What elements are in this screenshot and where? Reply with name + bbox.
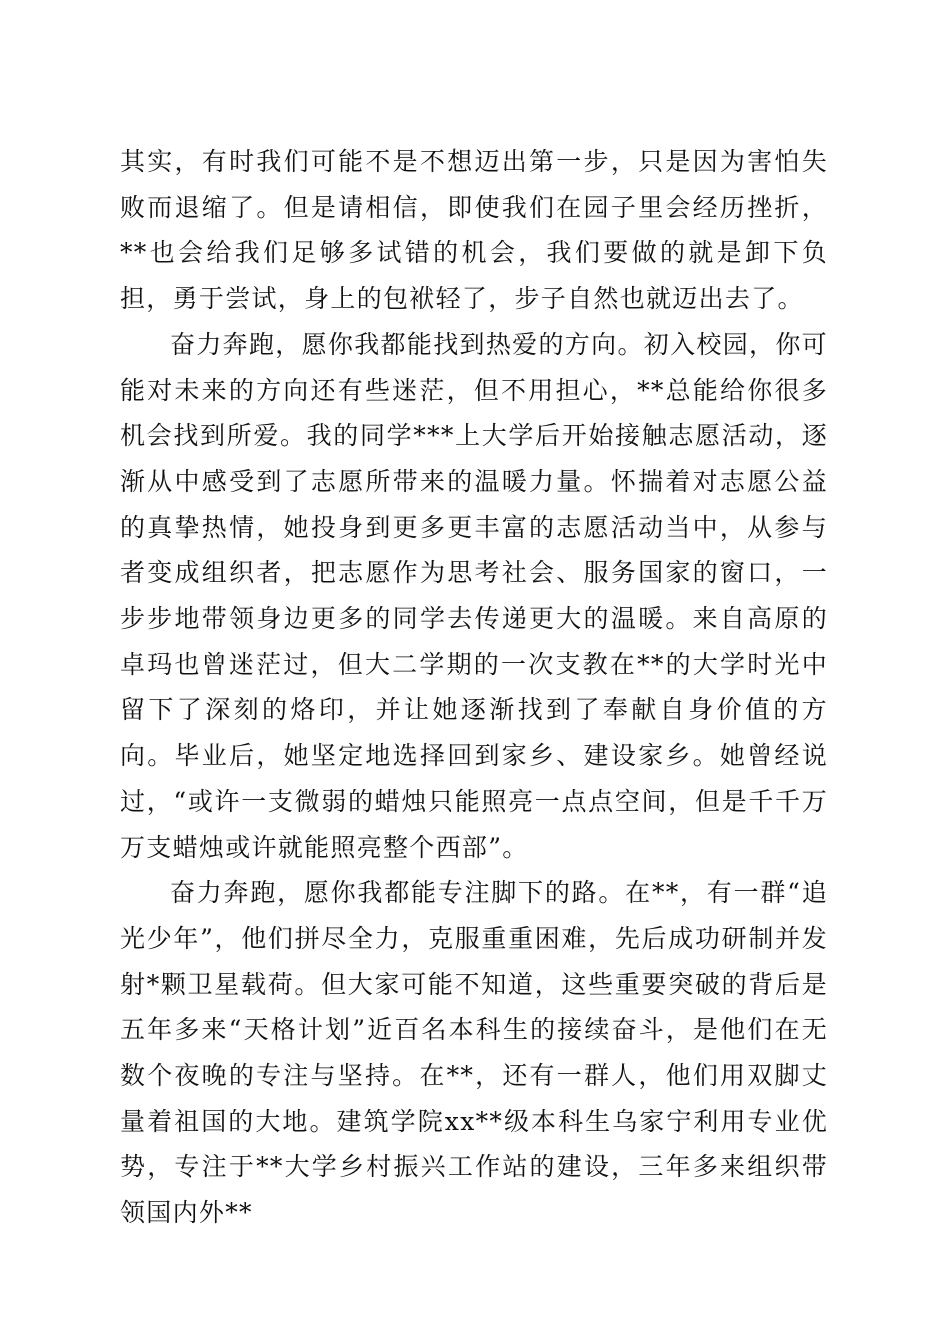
paragraph-focus-path: 奋力奔跑，愿你我都能专注脚下的路。在**，有一群“追光少年”，他们拼尽全力，克服重重困难，先后成功研制并发射*颗卫星载荷。但大家可能不知道，这些重要突破的背后是五年多来“天格计划”近百名本科生的接续奋斗，是他们在无数个夜晚的专注与坚持。在**，还有一群人，他们用双脚丈量着祖国的大地。建筑学院xx**级本科生乌家宁利用专业优势，专注于**大学乡村振兴工作站的建设，三年多来组织带领国内外** — [120, 878, 828, 1228]
document-body — [120, 139, 828, 1236]
paragraph-find-passion: 奋力奔跑，愿你我都能找到热爱的方向。初入校园，你可能对未来的方向还有些迷茫，但不用担心，**总能给你很多机会找到所爱。我的同学***上大学后开始接触志愿活动，逐渐从中感受到了志愿所带来的温暖力量。怀揣着对志愿公益的真挚热情，她投身到更多更丰富的志愿活动当中，从参与者变成组织者，把志愿作为思考社会、服务国家的窗口，一步步地带领身边更多的同学去传递更大的温暖。来自高原的卓玛也曾迷茫过，但大二学期的一次支教在**的大学时光中留下了深刻的烙印，并让她逐渐找到了奉献自身价值的方向。毕业后，她坚定地选择回到家乡、建设家乡。她曾经说过，“或许一支微弱的蜡烛只能照亮一点点空间，但是千千万万支蜡烛或许就能照亮整个西部”。 — [120, 329, 828, 862]
paragraph-continuation: 其实，有时我们可能不是不想迈出第一步，只是因为害怕失败而退缩了。但是请相信，即使我们在园子里会经历挫折，**也会给我们足够多试错的机会，我们要做的就是卸下负担，勇于尝试，身上的包袱轻了，步子自然也就迈出去了。 — [120, 147, 828, 314]
